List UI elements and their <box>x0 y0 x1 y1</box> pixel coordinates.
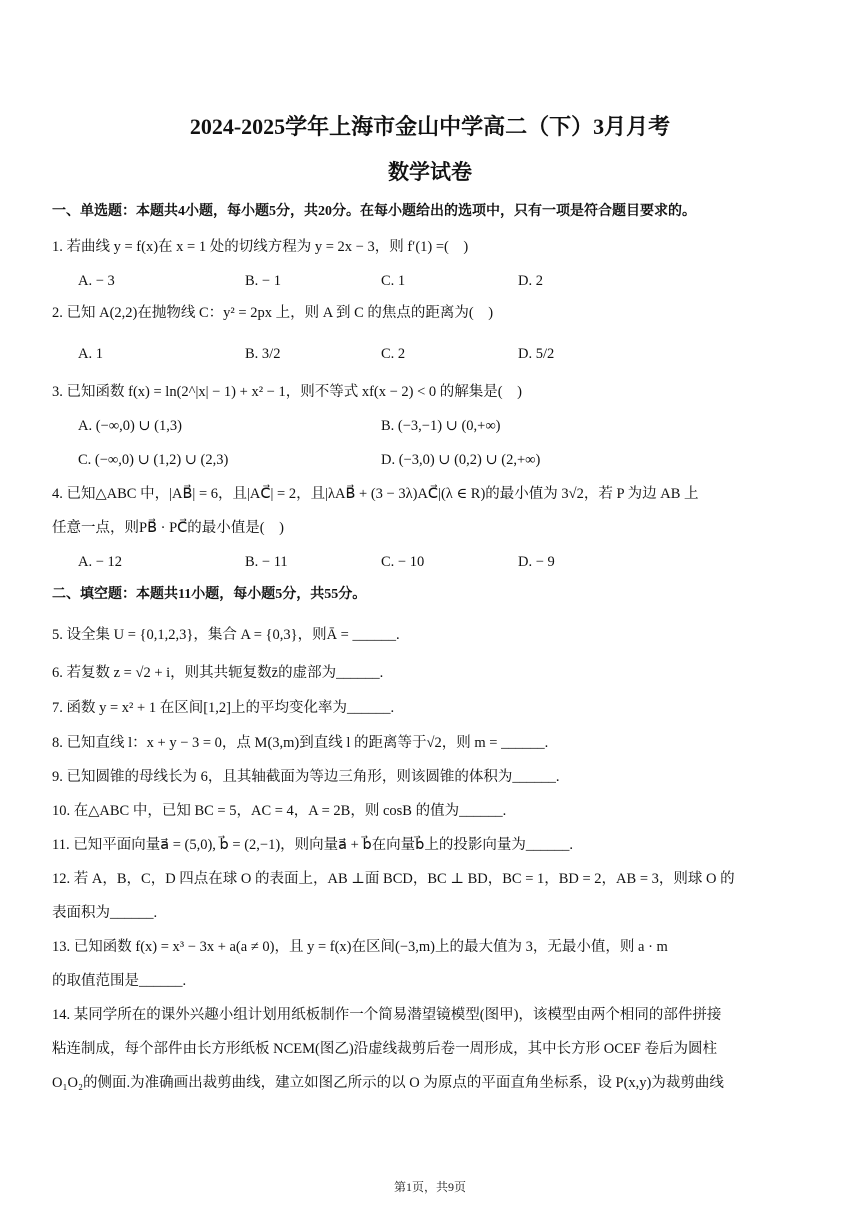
question-13-line-2: 的取值范围是______. <box>52 973 187 989</box>
q2-option-b: B. 3/2 <box>245 346 281 362</box>
question-7: 7. 函数 y = x² + 1 在区间[1,2]上的平均变化率为______. <box>52 700 395 716</box>
q4-option-d: D. − 9 <box>518 554 555 570</box>
question-4-line-1: 4. 已知△ABC 中，|AB⃗| = 6，且|AC⃗| = 2，且|λAB⃗ + (3 − 3λ)AC⃗|(λ ∈ R)的最小值为 3√2，若 P 为边 AB 上 <box>52 486 699 502</box>
question-2: 2. 已知 A(2,2)在抛物线 C：y² = 2px 上，则 A 到 C 的焦点的距离为( ) <box>52 305 494 321</box>
question-14-line-1: 14. 某同学所在的课外兴趣小组计划用纸板制作一个简易潜望镜模型(图甲)，该模型由两个相同的部件拼接 <box>52 1007 722 1023</box>
q1-option-a: A. − 3 <box>78 273 115 289</box>
q4-option-c: C. − 10 <box>381 554 425 570</box>
question-12-line-1: 12. 若 A，B，C，D 四点在球 O 的表面上，AB ⊥面 BCD，BC ⊥ BD，BC = 1，BD = 2，AB = 3，则球 O 的 <box>52 871 735 887</box>
q2-option-d: D. 5/2 <box>518 346 555 362</box>
question-14-line-3: O₁O₂的侧面.为准确画出裁剪曲线，建立如图乙所示的以 O 为原点的平面直角坐标系，设 P(x,y)为裁剪曲线 <box>52 1075 724 1091</box>
q2-option-c: C. 2 <box>381 346 406 362</box>
q4-option-b: B. − 11 <box>245 554 288 570</box>
q3-option-a: A. (−∞,0) ∪ (1,3) <box>78 418 182 434</box>
q1-option-c: C. 1 <box>381 273 406 289</box>
q3-option-c: C. (−∞,0) ∪ (1,2) ∪ (2,3) <box>78 452 229 468</box>
exam-title: 2024-2025学年上海市金山中学高二（下）3月月考 <box>189 114 671 139</box>
q3-option-b: B. (−3,−1) ∪ (0,+∞) <box>381 418 501 434</box>
question-6: 6. 若复数 z = √2 + i，则其共轭复数z̄的虚部为______. <box>52 665 384 681</box>
page-footer: 第1页，共9页 <box>393 1180 466 1194</box>
question-12-line-2: 表面积为______. <box>52 905 158 921</box>
question-10: 10. 在△ABC 中，已知 BC = 5，AC = 4，A = 2B，则 cosB 的值为______. <box>52 803 507 819</box>
section-fill-in-heading: 二、填空题：本题共11小题，每小题5分，共55分。 <box>52 587 367 602</box>
q1-option-d: D. 2 <box>518 273 543 289</box>
question-1: 1. 若曲线 y = f(x)在 x = 1 处的切线方程为 y = 2x − 3，则 f′(1) =( ) <box>52 239 469 255</box>
q1-option-b: B. − 1 <box>245 273 281 289</box>
question-4-line-2: 任意一点，则PB⃗ · PC⃗的最小值是( ) <box>52 520 284 536</box>
question-9: 9. 已知圆锥的母线长为 6，且其轴截面为等边三角形，则该圆锥的体积为______. <box>52 769 560 785</box>
question-11: 11. 已知平面向量a⃗ = (5,0), b⃗ = (2,−1)，则向量a⃗ + b⃗在向量b⃗上的投影向量为______. <box>52 837 573 853</box>
question-8: 8. 已知直线 l：x + y − 3 = 0，点 M(3,m)到直线 l 的距离等于√2，则 m = ______. <box>52 735 549 751</box>
q4-option-a: A. − 12 <box>78 554 123 570</box>
section-single-choice-heading: 一、单选题：本题共4小题，每小题5分，共20分。在每小题给出的选项中，只有一项是符合题目要求的。 <box>52 204 696 219</box>
question-5: 5. 设全集 U = {0,1,2,3}，集合 A = {0,3}，则Ā = ______. <box>52 627 400 643</box>
q2-option-a: A. 1 <box>78 346 103 362</box>
question-14-line-2: 粘连制成，每个部件由长方形纸板 NCEM(图乙)沿虚线裁剪后卷一周形成，其中长方形 OCEF 卷后为圆柱 <box>52 1041 717 1057</box>
question-13-line-1: 13. 已知函数 f(x) = x³ − 3x + a(a ≠ 0)，且 y = f(x)在区间(−3,m)上的最大值为 3，无最小值，则 a · m <box>52 939 668 955</box>
q3-option-d: D. (−3,0) ∪ (0,2) ∪ (2,+∞) <box>381 452 541 468</box>
exam-subtitle: 数学试卷 <box>388 160 472 184</box>
question-3: 3. 已知函数 f(x) = ln(2^|x| − 1) + x² − 1，则不等式 xf(x − 2) < 0 的解集是( ) <box>52 384 522 400</box>
